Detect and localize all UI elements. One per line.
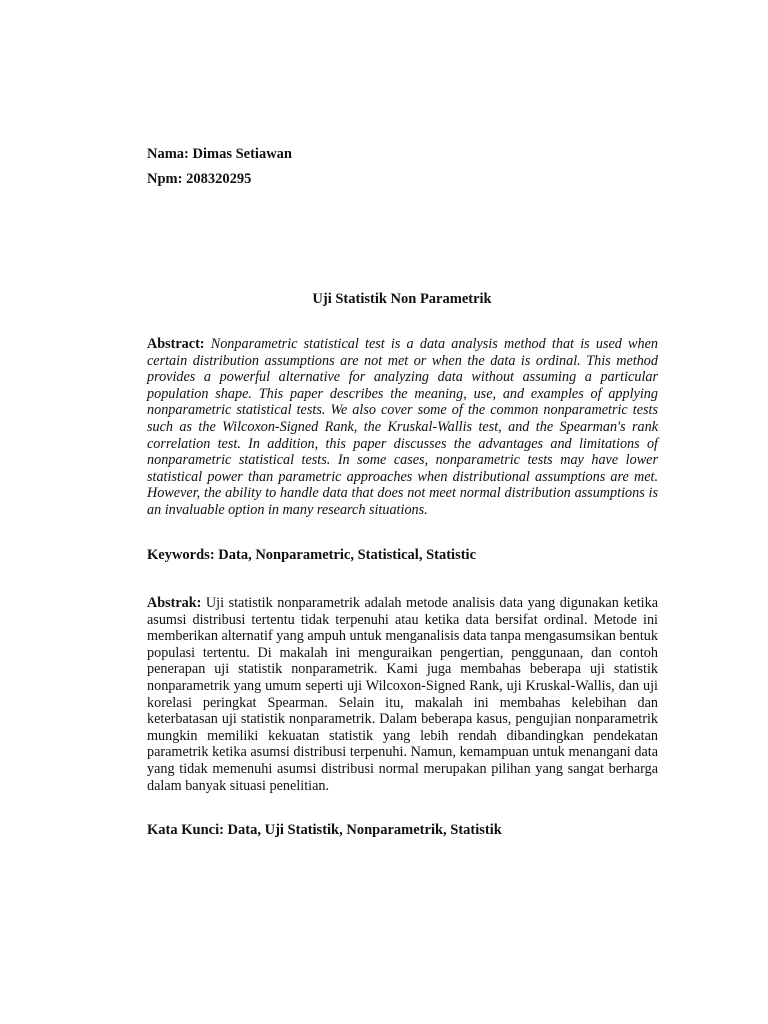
abstract-english-text: Nonparametric statistical test is a data analysis method that is used when certain distribution assumptions are not met or when the data is ordinal. This method provides a powerful alternative for analyzing data without assuming a particular population shape. This paper describes the meaning, use, and examples of applying nonparametric statistical tests. We also cover some of the common nonparametric tests such as the Wilcoxon-Signed Rank, the Kruskal-Wallis test, and the Spearman's rank correlation test. In addition, this paper discusses the advantages and limitations of nonparametric statistical tests. In some cases, nonparametric tests may have lower statistical power than parametric approaches when distributional assumptions are met. However, the ability to handle data that does not meet normal distribution assumptions is an invaluable option in many research situations. [147, 336, 658, 518]
abstract-english [147, 336, 658, 519]
abstract-indonesian [147, 595, 658, 794]
author-name: Nama: Dimas Setiawan [147, 146, 292, 162]
abstract-english-label: Abstract: [147, 336, 205, 352]
keywords-english: Keywords: Data, Nonparametric, Statistical, Statistic [147, 547, 477, 563]
abstract-indonesian-text: Uji statistik nonparametrik adalah metode analisis data yang digunakan ketika asumsi distribusi tertentu tidak terpenuhi atau ketika data bersifat ordinal. Metode ini memberikan alternatif yang ampuh untuk menganalisis data tanpa mengasumsikan bentuk populasi tertentu. Di makalah ini menguraikan pengertian, penggunaan, dan contoh penerapan uji statistik nonparametrik. Kami juga membahas beberapa uji statistik nonparametrik yang umum seperti uji Wilcoxon-Signed Rank, uji Kruskal-Wallis, dan uji korelasi peringkat Spearman. Selain itu, makalah ini membahas kelebihan dan keterbatasan uji statistik nonparametrik. Dalam beberapa kasus, pengujian nonparametrik mungkin memiliki kekuatan statistik yang lebih rendah dibandingkan pendekatan parametrik ketika asumsi distribusi terpenuhi. Namun, kemampuan untuk menangani data yang tidak memenuhi asumsi distribusi normal merupakan pilihan yang sangat berharga dalam banyak situasi penelitian. [147, 595, 658, 794]
keywords-indonesian: Kata Kunci: Data, Uji Statistik, Nonparametrik, Statistik [147, 822, 502, 838]
abstract-indonesian-label: Abstrak: [147, 595, 202, 611]
paper-title: Uji Statistik Non Parametrik [312, 291, 492, 307]
author-npm: Npm: 208320295 [147, 171, 252, 187]
